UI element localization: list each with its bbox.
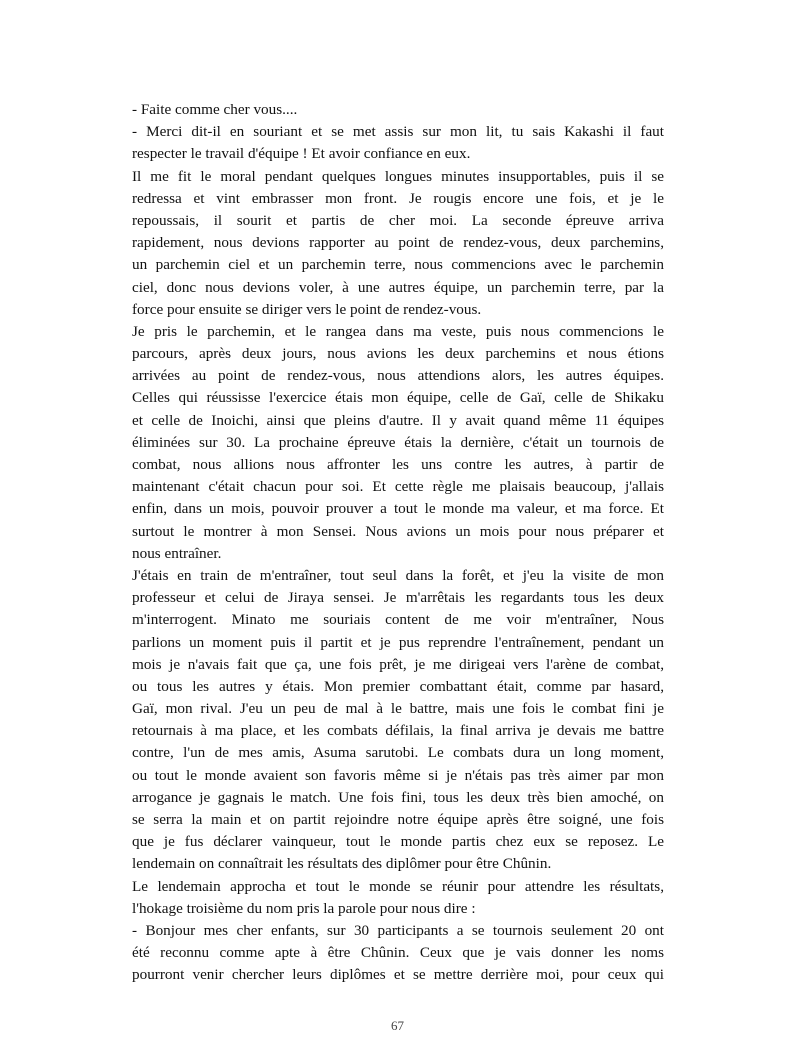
text-line: respecter le travail d'équipe ! Et avoir confiance en eux.: [132, 145, 471, 163]
text-line: un parchemin ciel et un parchemin terre, nous commencions avec le parchemin: [132, 256, 664, 274]
text-line: force pour ensuite se diriger vers le point de rendez-vous.: [132, 300, 482, 318]
text-line: ou tout le monde avaient son favoris même si je n'étais pas très aimer par mon: [132, 766, 664, 784]
text-line: contre, l'un de mes amis, Asuma sarutobi. Le combats dura un long moment,: [132, 744, 664, 762]
text-line: nous entraîner.: [132, 544, 222, 562]
text-line: m'interrogent. Minato me souriais content de me voir m'entraîner, Nous: [132, 611, 664, 629]
text-line: et celle de Inoichi, ainsi que pleins d'autre. Il y avait quand même 11 équipes: [132, 411, 664, 429]
text-line: lendemain on connaîtrait les résultats des diplômer pour être Chûnin.: [132, 855, 552, 873]
text-line: se serra la main et on partit rejoindre notre équipe après être soigné, une fois: [132, 811, 664, 828]
text-line: redressa et vint embrasser mon front. Je rougis encore une fois, et je le: [132, 189, 664, 207]
text-line: combat, nous allions nous affronter les uns contre les autres, à partir de: [132, 456, 664, 473]
text-line: Je pris le parchemin, et le rangea dans ma veste, puis nous commencions le: [132, 322, 664, 340]
text-line: surtout le montrer à mon Sensei. Nous avions un mois pour nous préparer et: [132, 522, 664, 540]
text-line: Il me fit le moral pendant quelques longues minutes insupportables, puis il se: [132, 167, 664, 185]
page-body: [132, 99, 664, 987]
text-line: parcours, après deux jours, nous avions les deux parchemins et nous étions: [132, 345, 664, 363]
text-line: rapidement, nous devions rapporter au point de rendez-vous, deux parchemins,: [132, 234, 664, 252]
text-line: ciel, donc nous devions voler, à une autres équipe, un parchemin terre, par la: [132, 278, 664, 296]
text-line: - Faite comme cher vous....: [132, 101, 298, 118]
text-line: arrogance je gagnais le match. Une fois fini, tous les deux très bien amoché, on: [132, 788, 664, 806]
page-number: 67: [391, 1018, 404, 1033]
text-line: repoussais, il sourit et partis de cher moi. La seconde épreuve arriva: [132, 211, 664, 229]
text-line: retournais à ma place, et les combats défilais, la final arriva je devais me battre: [132, 722, 664, 740]
text-line: Celles qui réussisse l'exercice étais mon équipe, celle de Gaï, celle de Shikaku: [132, 389, 664, 407]
text-line: professeur et celui de Jiraya sensei. Je m'arrêtais les regardants tous les deux: [132, 589, 664, 607]
text-line: Le lendemain approcha et tout le monde se réunir pour attendre les résultats,: [132, 877, 664, 895]
text-line: Gaï, mon rival. J'eu un peu de mal à le battre, mais une fois le combat fini je: [132, 700, 664, 718]
text-line: pourront venir chercher leurs diplômes et se mettre derrière moi, pour ceux qui: [132, 966, 664, 984]
text-line: maintenant c'était chacun pour soi. Et cette règle me plaisais beaucoup, j'allais: [132, 478, 664, 496]
text-line: ou tous les autres y étais. Mon premier combattant était, comme par hasard,: [132, 677, 664, 695]
text-line: enfin, dans un mois, pouvoir prouver a tout le monde ma valeur, et ma force. Et: [132, 500, 664, 518]
text-line: - Merci dit-il en souriant et se met assis sur mon lit, tu sais Kakashi il faut: [132, 123, 664, 141]
text-line: arrivées au point de rendez-vous, nous attendions alors, les autres équipes.: [132, 367, 664, 385]
text-line: éliminées sur 30. La prochaine épreuve étais la dernière, c'était un tournois de: [132, 433, 664, 451]
text-line: l'hokage troisième du nom pris la parole pour nous dire :: [132, 899, 476, 917]
text-line: - Bonjour mes cher enfants, sur 30 participants a se tournois seulement 20 ont: [132, 921, 664, 939]
text-line: J'étais en train de m'entraîner, tout seul dans la forêt, et j'eu la visite de mon: [132, 566, 664, 584]
text-line: été reconnu comme apte à être Chûnin. Ceux que je vais donner les noms: [132, 944, 664, 962]
text-line: parlions un moment puis il partit et je pus reprendre l'entraînement, pendant un: [132, 633, 664, 651]
text-line: mois je n'avais fait que ça, une fois prêt, je me dirigeai vers l'arène de combat,: [132, 655, 664, 673]
text-line: que je fus déclarer vainqueur, tout le monde partis chez eux se reposez. Le: [132, 833, 664, 851]
